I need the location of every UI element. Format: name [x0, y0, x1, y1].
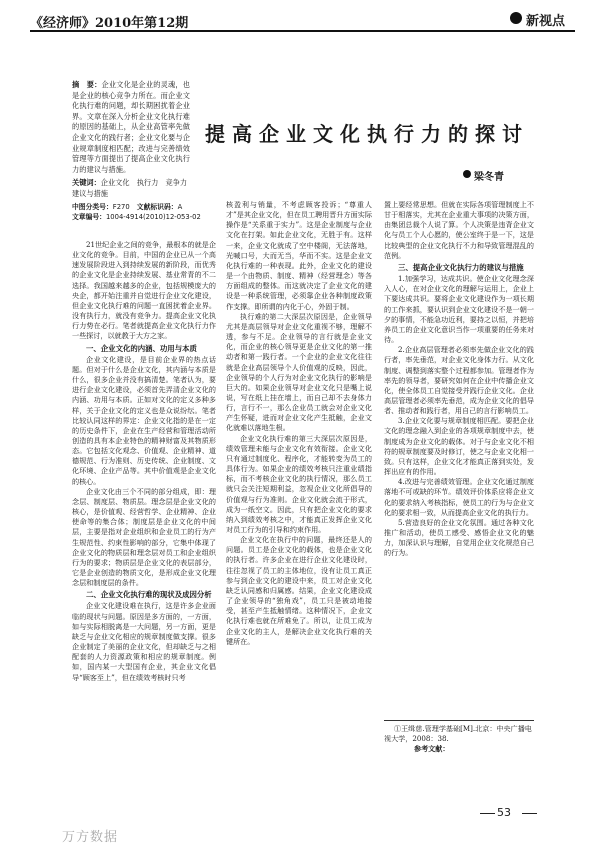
- abstract-label: 摘 要：: [72, 80, 102, 89]
- paragraph: 企业文化建设难在执行，这是许多企业面临的现状与问题。原因是多方面的，一方面，如与实际相脱离是一大问题，另一方面，更是缺乏与企业文化相应的规章制度做支撑。很多企业制定了美丽的企业文化，但却缺乏与之相配套的人力资源政策和相应的规章制度。例如，国内某一大型国有企业，其企业文化倡导“顾客至上”，但在绩效考核时只考: [72, 601, 216, 682]
- paragraph: 3.企业文化要与规章制度相匹配。要把企业文化的理念融入到企业的各项规章制度中去，使制度成为企业文化的载体。对于与企业文化不相符的规章制度要及时修订，使之与企业文化相一致。只有这样，企业文化才能真正落到实处，发挥出应有的作用。: [384, 416, 534, 477]
- paragraph: 置上要经常思想。但就在实际各项管理制度上不甘于相落实，尤其在企业重大事项的决策方面，由集团总裁个人说了算。个人决策是违背企业文化与员工个人心愿的，使公室终于是一下，这是比较典型的企业文化执行不力和导致管理混乱的范例。: [384, 200, 534, 260]
- keywords: [72, 178, 195, 199]
- article-id-value: 1004-4914(2010)12-053-02: [105, 212, 201, 221]
- article-title: 提高企业文化执行力的探讨: [205, 122, 529, 146]
- clc-label: 中图分类号：: [72, 203, 113, 211]
- paragraph: 2.企业高层管理者必须率先做企业文化的践行者，率先垂范，对企业文化身体力行。从文化制度、调整到落实整个过程都参加。管理者作为率先的领导者，要研究如何在企业中传播企业文化，使全体员工自觉接受并践行企业文化。企业高层管理者必须率先垂范，成为企业文化的倡导者、推动者和践行者，用自己的言行影响员工。: [384, 345, 534, 416]
- bullet-icon: [510, 12, 522, 24]
- section-heading: 一、企业文化的内涵、功用与本质: [86, 343, 197, 353]
- section-heading: 三、提高企业文化执行力的建议与措施: [398, 262, 524, 272]
- page-number-rule: [522, 813, 537, 814]
- paragraph: 企业文化执行难的第三大深层次原因是，绩效管理未能与企业文化有效衔接。企业文化只有通过制度化、程序化，才能转变为员工的具体行为。如果企业的绩效考核只注重业绩指标，而不考核企业文化的执行情况，那么员工就只会关注短期利益，忽视企业文化所倡导的价值观与行为准则。企业文化就会流于形式，成为一纸空文。因此，只有把企业文化的要求纳入到绩效考核之中，才能真正发挥企业文化对员工行为的引导和约束作用。: [226, 433, 372, 534]
- abstract-text: 企业文化是企业的灵魂，也是企业的核心竞争力所在。而企业文化执行难的问题，却长期困扰着企业界。文章在深入分析企业文化执行难的原因的基础上，从企业高管率先做企业文化的践行者；企业文化要与企业规章制度相匹配；改进与完善绩效管理等方面提出了提高企业文化执行力的建议与措施。: [72, 80, 191, 174]
- doc-code-value: A: [177, 203, 183, 211]
- clc-value: F270: [112, 203, 130, 211]
- column-2: [226, 200, 372, 647]
- paragraph: 5.营造良好的企业文化氛围。通过各种文化推广和活动，使员工感受、感悟企业文化的魅力，加深认识与理解，自觉用企业文化规范自己的行为。: [384, 517, 534, 558]
- journal-name: 《经济师》2010年第12期: [30, 16, 189, 31]
- paragraph: 核盈利与销量，不考虑顾客投诉；“尊重人才”是其企业文化，但在员工聘用晋升方面实际操作是“关系重于实力”。这是企业制度与企业文化在打架。如此企业文化，无胜于有。这样一来，企业文化就成了空中楼阁，无法落地，光喊口号，大而无当，华而不实。这是企业文化执行难的一种表现。此外，企业文化的建设是一个由物质、制度、精神（经营理念）等各方面组成的整体。而这就决定了企业文化的建设是一种系统管理，必须靠企业各种制度政策作支撑。即所谓的内化于心，外固于制。: [226, 200, 372, 311]
- page-number: 53: [497, 806, 511, 819]
- paragraph: 企业文化在执行中的问题，最终还是人的问题。员工是企业文化的载体，也是企业文化的执行者。许多企业在进行企业文化建设时，往往忽视了员工的主体地位，没有让员工真正参与到企业文化的建设中来，员工对企业文化缺乏认同感和归属感。结果，企业文化建设成了企业领导的“独角戏”，员工只是被动地接受，甚至产生抵触情绪。这种情况下，企业文化执行难也就在所难免了。所以，让员工成为企业文化的主人，是解决企业文化执行难的关键所在。: [226, 535, 372, 646]
- article-id-label: 文章编号：: [72, 212, 106, 221]
- abstract: [72, 80, 190, 175]
- footnote-1: ①王缉慈.管理学基础[M].北京：中央广播电视大学，2008：38.: [384, 724, 532, 744]
- bullet-icon: [463, 170, 471, 178]
- paragraph: 企业文化建设，是目前企业界的热点话题。但对于什么是企业文化，其内涵与本质是什么，很多企业并没有搞清楚。笔者认为，要进行企业文化建设，必须首先弄清企业文化的内涵、功用与本质。正如对文化的定义多种多样，关于企业文化的定义也是众说纷纭。笔者比较认同这样的界定：企业文化指的是在一定的历史条件下，企业在生产经营和管理活动所创造的具有本企业特色的精神财富及其物质形态。它包括文化观念、价值观、企业精神、道德规范、行为准则、历史传统、企业制度、文化环境、企业产品等。其中价值观是企业文化的核心。: [72, 354, 216, 486]
- column-1: [72, 240, 216, 683]
- paragraph: 企业文化由三个不同的部分组成，即：理念层、制度层、物质层。理念层是企业文化的核心，是价值观、经营哲学、企业精神、企业使命等的集合体；制度层是企业文化的中间层，主要是指对企业组织和企业员工的行为产生规范性、约束性影响的部分，它集中体现了企业文化的物质层和理念层对员工和企业组织行为的要求；物质层是企业文化的表层部分，它是企业创造的物质文化，是形成企业文化理念层和制度层的条件。: [72, 486, 216, 588]
- paragraph: 1.加强学习，达成共识。使企业文化理念深入人心，在对企业文化的理解与运用上，企业上下要达成共识。要将企业文化建设作为一项长期的工作来抓，要认识到企业文化建设不是一朝一夕的事情，不能急功近利，要持之以恒，并把培养员工的企业文化意识当作一项重要的任务来对待。: [384, 274, 534, 345]
- header-rule: [30, 30, 575, 32]
- section-heading: 二、企业文化执行难的现状及成因分析: [86, 590, 212, 600]
- paragraph: 执行难的第二大深层次原因是，企业领导尤其是高层领导对企业文化重视不够，理解不透，参与不足。企业领导的言行就是企业文化，而企业的核心领导更是企业文化的第一推动者和第一践行者。一个企业的企业文化往往就是企业高层领导个人价值观的反映，因此，企业领导的个人行为对企业文化执行的影响是巨大的。如果企业领导对企业文化只是嘴上说说，写在纸上挂在墙上，而自己却不去身体力行，言行不一，那么企业员工就会对企业文化产生怀疑，进而对企业文化产生抵触，企业文化就难以落地生根。: [226, 311, 372, 433]
- watermark: 万方数据: [62, 830, 119, 845]
- references-label: 参考文献：: [414, 744, 450, 754]
- article-meta: [72, 203, 232, 223]
- article-author: 梁冬青: [474, 172, 504, 183]
- page-number-rule: [480, 813, 495, 814]
- footnotes: [384, 720, 534, 754]
- keywords-label: 关键词：: [72, 178, 101, 187]
- doc-code-label: 文献标识码：: [136, 203, 178, 211]
- paragraph: 21世纪企业之间的竞争，最根本的就是企业文化的竞争。目前，中国的企业已从一个高速发展阶段进入到持续发展的新阶段，而优秀的企业文化是企业持续发展、基业常青的不二选择。我国越来越多的企业，包括规模庞大的央企，都开始注重并自觉进行企业文化建设，但企业文化执行难的问题一直困扰着企业界。没有执行力，就没有竞争力。提高企业文化执行力势在必行。笔者就提高企业文化执行力作一些探讨，以就教于大方之家。: [72, 240, 216, 341]
- paragraph: 4.改进与完善绩效管理。企业文化通过制度落地不可或缺的环节。绩效评价体系应将企业文化的要求纳入考核指标，使员工的行为与企业文化的要求相一致，从而提高企业文化的执行力。: [384, 477, 534, 517]
- section-name: 新视点: [526, 14, 566, 29]
- keywords-text: 企业文化 执行力 竞争力 建议与措施: [72, 178, 195, 198]
- column-3: [384, 200, 534, 558]
